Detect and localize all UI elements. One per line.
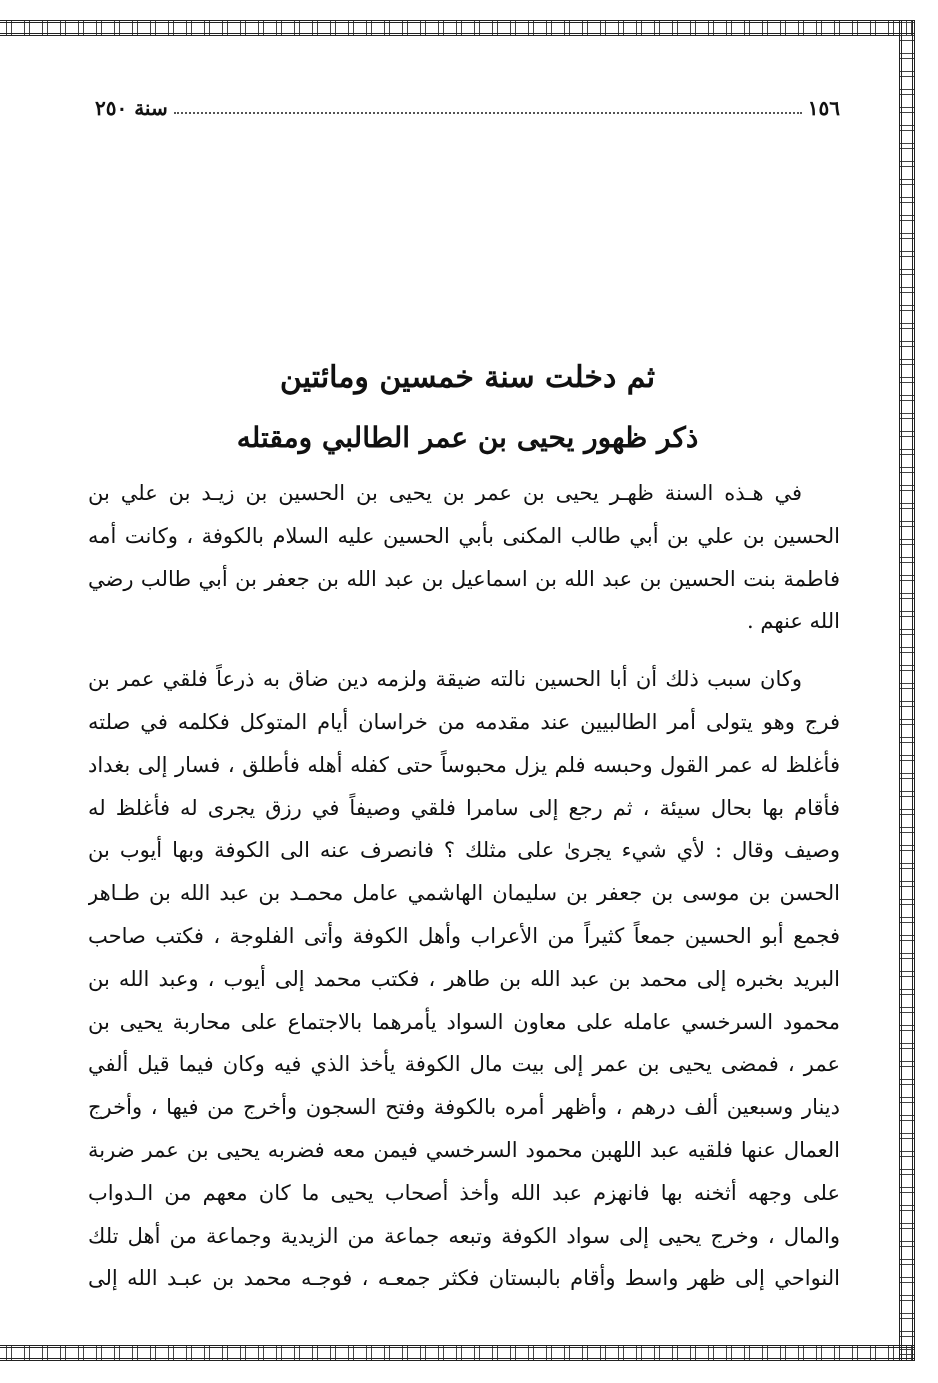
text-line: الحسن بن موسى بن جعفر بن سليمان الهاشمي عامل محمـد بن عبد الله بن طـاهر [88,881,840,906]
chapter-title: ثم دخلت سنة خمسين ومائتين [279,360,656,395]
text-line: دينار وسبعين ألف درهم ، وأظهر أمره بالكوفة وفتح السجون وأخرج من فيها ، وأخرج [88,1095,840,1120]
paragraph-2 [88,658,840,1300]
text-line: النواحي إلى ظهر واسط وأقام بالبستان فكثر جمعـه ، فوجـه محمد بن عبـد الله إلى [88,1266,840,1291]
running-header [95,90,840,120]
text-line: الله عنهم . [747,609,840,634]
text-line: عمر ، فمضى يحيى بن عمر إلى بيت مال الكوفة يأخذ الذي فيه وكان فيما قيل ألفي [88,1052,840,1077]
paragraph-1 [88,472,840,643]
text-line: محمود السرخسي عامله على معاون السواد يأمرهما بالاجتماع على محاربة يحيى بن [88,1009,840,1034]
text-line: في هـذه السنة ظهـر يحيى بن عمر بن يحيى بن الحسين بن زيـد بن علي بن [88,481,802,505]
text-line: فاطمة بنت الحسين بن عبد الله بن اسماعيل بن عبد الله بن جعفر بن أبي طالب رضي [88,566,840,591]
text-line: والمال ، وخرج يحيى إلى سواد الكوفة وتبعه جماعة من الزيدية وجماعة من أهل تلك [88,1223,840,1248]
running-header-year: سنة ٢٥٠ [95,96,168,120]
text-line: فأغلظ له عمر القول وحبسه فلم يزل محبوساً حتى كفله أهله فأطلق ، فسار إلى بغداد [88,752,840,777]
decorative-border-right [899,20,915,1361]
decorative-border-top [0,20,915,36]
text-line: البريد بخبره إلى محمد بن عبد الله بن طاهر ، فكتب محمد إلى أيوب ، وعبد الله بن [88,966,840,991]
text-line: العمال عنها فلقيه عبد اللهبن محمود السرخسي فيمن معه فضربه يحيى بن عمر ضربة [88,1137,840,1162]
body-text [88,472,840,1300]
header-dot-leader [174,112,802,114]
text-line: الحسين بن علي بن أبي طالب المكنى بأبي الحسين عليه السلام بالكوفة ، وكانت أمه [88,523,840,548]
text-line: على وجهه أثخنه بها فانهزم عبد الله وأخذ أصحاب يحيى ما كان معهم من الـدواب [88,1180,840,1205]
text-line: وصيف وقال : لأي شيء يجرىٰ على مثلك ؟ فانصرف عنه الى الكوفة وبها أيوب بن [88,838,840,863]
text-line: وكان سبب ذلك أن أبا الحسين نالته ضيقة ولزمه دين ضاق به ذرعاً فلقي عمر بن [88,667,802,692]
section-title: ذكر ظهور يحيى بن عمر الطالبي ومقتله [236,421,699,454]
text-line: فجمع أبو الحسين جمعاً كثيراً من الأعراب وأهل الكوفة وأتى الفلوجة ، فكتب صاحب [88,923,840,948]
text-line: فرج وهو يتولى أمر الطالبيين عند مقدمه من خراسان أيام المتوكل فكلمه في صلته [88,709,840,734]
page-number: ١٥٦ [807,96,840,120]
decorative-border-bottom [0,1345,915,1361]
text-line: فأقام بها بحال سيئة ، ثم رجع إلى سامرا فلقي وصيفاً في رزق يجرى له فأغلظ له [88,795,840,820]
